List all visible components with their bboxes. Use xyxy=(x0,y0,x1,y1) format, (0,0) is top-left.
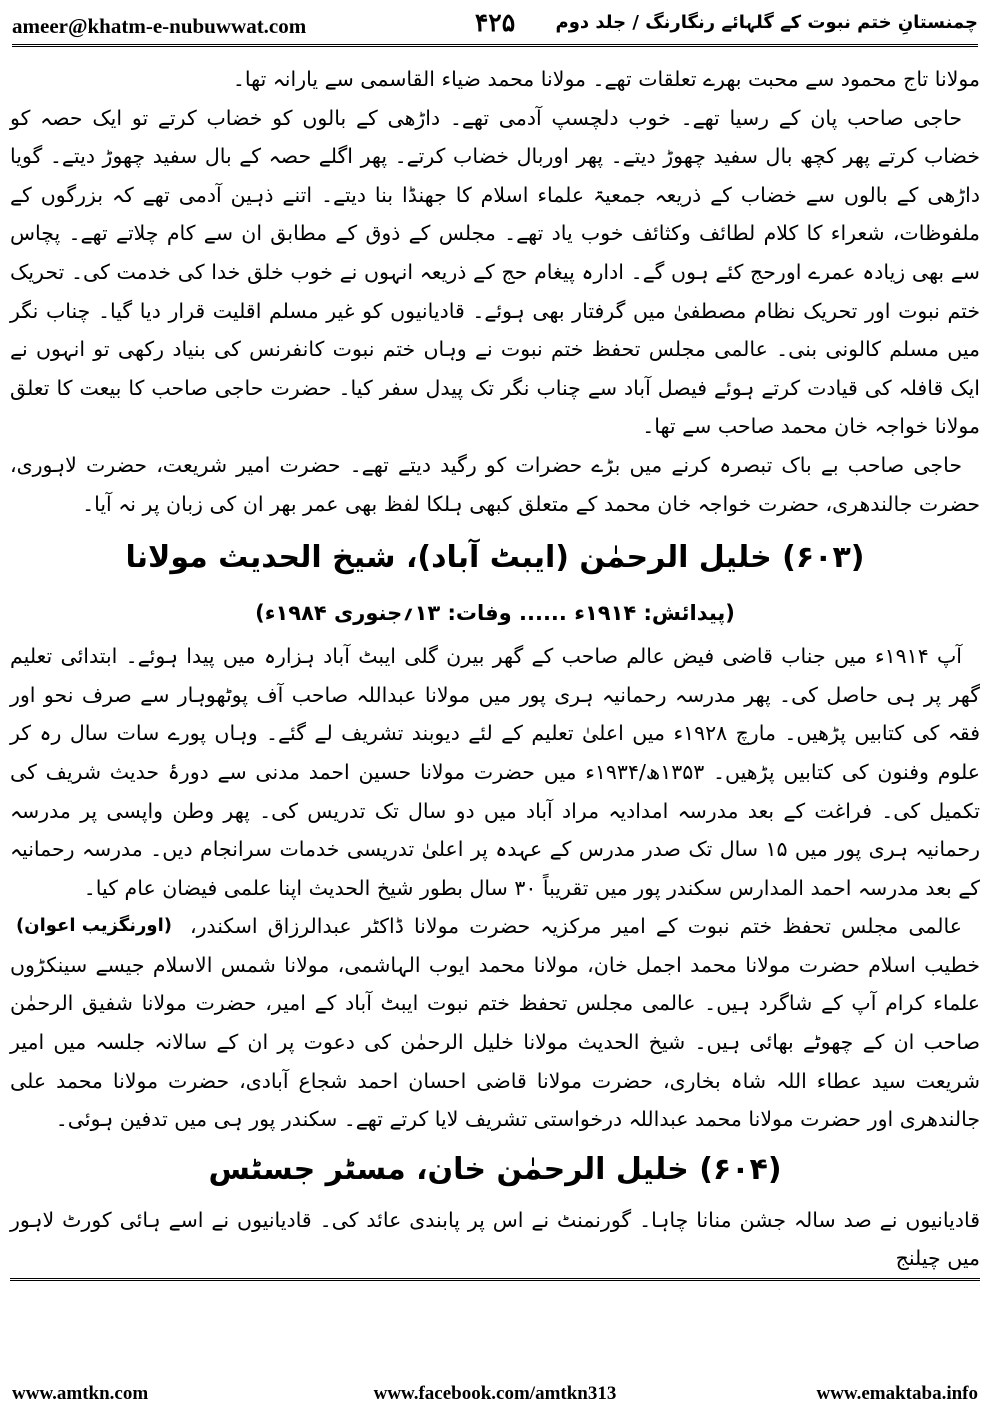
section-heading-604: (۶۰۴) خلیل الرحمٰن خان، مسٹر جسٹس xyxy=(208,1151,782,1187)
paragraph: مولانا تاج محمود سے محبت بھرے تعلقات تھے۔ مولانا محمد ضیاء القاسمی سے یارانہ تھا۔ xyxy=(232,67,980,91)
paragraph: قادیانیوں نے صد سالہ جشن منانا چاہا۔ گورنمنٹ نے اس پر پابندی عائد کی۔ قادیانیوں نے اسے ہائی کورٹ لاہور میں چیلنج xyxy=(10,1201,980,1281)
page-footer xyxy=(12,1383,978,1413)
book-title: چمنستانِ ختم نبوت کے گلہائے رنگارنگ / جلد دوم xyxy=(555,12,978,33)
footer-link-amtkn[interactable]: www.amtkn.com xyxy=(12,1383,149,1404)
paragraph: آپ ۱۹۱۴ء میں جناب قاضی فیض عالم صاحب کے گھر بیرن گلی ایبٹ آباد ہزارہ میں پیدا ہوئے۔ ابتدائی تعلیم گھر پر ہی حاصل کی۔ پھر مدرسہ رحمانیہ ہری پور میں مولانا عبداللہ صاحب آف پوٹھوہار سے صرف نحو اور فقہ کی کتابیں پڑھیں۔ مارچ ۱۹۲۸ء میں اعلیٰ تعلیم کے لئے دیوبند تشریف لے گئے۔ وہاں پورے سات سال رہ کر علوم وفنون کی کتابیں پڑھیں۔ ۱۳۵۳ھ/۱۹۳۴ء میں حضرت مولانا حسین احمد مدنی سے دورۂ حدیث شریف کی تکمیل کی۔ فراغت کے بعد مدرسہ امدادیہ مراد آباد میں دو سال تک تدریس کی۔ پھر وطن واپسی پر مدرسہ رحمانیہ ہری پور میں ۱۵ سال تک صدر مدرس کے عہدہ پر اعلیٰ تدریسی خدمات سرانجام دیں۔ مدرسہ رحمانیہ کے بعد مدرسہ احمد المدارس سکندر پور میں تقریباً ۳۰ سال بطور شیخ الحدیث اپنا علمی فیضان عام کیا۔ xyxy=(10,644,981,900)
page-header xyxy=(12,6,978,47)
page-body xyxy=(10,60,980,1281)
page-number: ۴۲۵ xyxy=(474,8,516,37)
header-email: ameer@khatm-e-nubuwwat.com xyxy=(12,14,307,38)
paragraph xyxy=(10,907,980,1139)
paragraph: حاجی صاحب پان کے رسیا تھے۔ خوب دلچسپ آدمی تھے۔ داڑھی کے بالوں کو خضاب کرتے تو ایک حصہ کو خضاب کرتے پھر کچھ بال سفید چھوڑ دیتے۔ پھر اوربال خضاب کرتے۔ پھر اگلے حصہ کے بال سفید چھوڑ دیتے۔ گویا داڑھی کے بالوں سے خضاب کے ذریعہ جمعیۃ علماء اسلام کا جھنڈا بنا دیتے۔ اتنے ذہین آدمی تھے کہ بزرگوں کے ملفوظات، شعراء کا کلام لطائف وکثائف خوب یاد تھے۔ مجلس کے ذوق کے مطابق ان سے کام چلاتے تھے۔ پچاس سے بھی زیادہ عمرے اورحج کئے ہوں گے۔ ادارہ پیغام حج کے ذریعہ انہوں نے خوب خلق خدا کی خدمت کی۔ تحریک ختم نبوت اور تحریک نظام مصطفیٰ میں گرفتار بھی ہوئے۔ قادیانیوں کو غیر مسلم اقلیت قرار دیا گیا۔ چناب نگر میں مسلم کالونی بنی۔ عالمی مجلس تحفظ ختم نبوت نے وہاں ختم نبوت کانفرنس کی بنیاد رکھی تو انہوں نے ایک قافلہ کی قیادت کرتے ہوئے فیصل آباد سے چناب نگر تک پیدل سفر کیا۔ حضرت حاجی صاحب کا بیعت کا تعلق مولانا خواجہ خان محمد صاحب سے تھا۔ xyxy=(10,105,980,439)
footer-link-facebook[interactable]: www.facebook.com/amtkn313 xyxy=(373,1383,617,1404)
footer-link-emaktaba[interactable]: www.emaktaba.info xyxy=(816,1383,978,1404)
section-dates-603: (پیدائش: ۱۹۱۴ء ...... وفات: ۱۳؍جنوری ۱۹۸۴ء) xyxy=(255,601,735,626)
paragraph-text: عالمی مجلس تحفظ ختم نبوت کے امیر مرکزیہ حضرت مولانا ڈاکٹر عبدالرزاق اسکندر، خطیب اسلام حضرت مولانا محمد اجمل خان، مولانا محمد ایوب الہاشمی، مولانا شمس الاسلام جیسے سینکڑوں علماء کرام آپ کے شاگرد ہیں۔ عالمی مجلس تحفظ ختم نبوت ایبٹ آباد کے امیر، حضرت مولانا شفیق الرحمٰن صاحب ان کے چھوٹے بھائی ہیں۔ شیخ الحدیث مولانا خلیل الرحمٰن کی دعوت پر ان کے سالانہ جلسہ میں امیر شریعت سید عطاء اللہ شاہ بخاری، حضرت مولانا قاضی احسان احمد شجاع آبادی، حضرت مولانا محمد علی جالندھری اور حضرت مولانا محمد عبداللہ درخواستی تشریف لایا کرتے تھے۔ سکندر پور ہی میں تدفین ہوئی۔ xyxy=(10,914,980,1132)
section-heading-603: (۶۰۳) خلیل الرحمٰن (ایبٹ آباد)، شیخ الحدیث مولانا xyxy=(125,540,865,576)
paragraph: حاجی صاحب بے باک تبصرہ کرنے میں بڑے حضرات کو رگید دیتے تھے۔ حضرت امیر شریعت، حضرت لاہوری، حضرت جالندھری، حضرت خواجہ خان محمد کے متعلق کبھی ہلکا لفظ بھی عمر بھر ان کی زبان پر نہ آیا۔ xyxy=(10,452,980,516)
author-signature: (اورنگزیب اعوان) xyxy=(16,915,172,937)
